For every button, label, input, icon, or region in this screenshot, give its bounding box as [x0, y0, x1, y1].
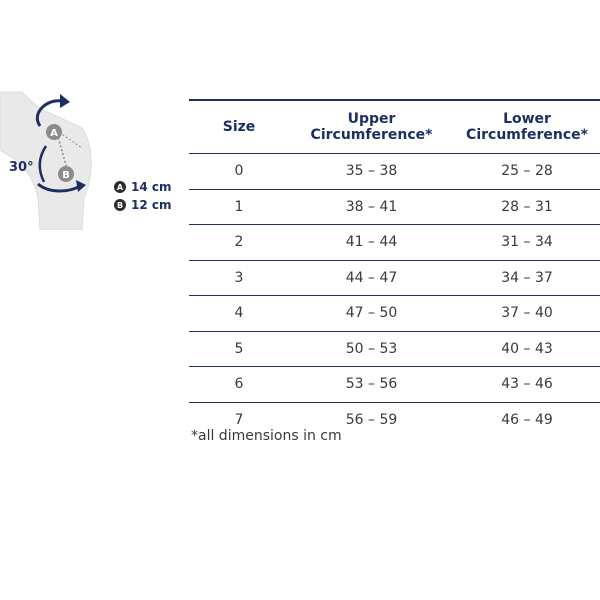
- upper-arrow-head: [60, 94, 70, 108]
- legend-text-b: 12 cm: [131, 198, 172, 212]
- lower-cell: 40 – 43: [501, 340, 553, 357]
- upper-cell: 53 – 56: [345, 376, 398, 393]
- measurement-legend: [114, 178, 172, 214]
- header-upper-circumference: Upper Circumference*: [310, 110, 433, 143]
- footnote: *all dimensions in cm: [191, 428, 342, 444]
- lower-cell: 37 – 40: [501, 305, 553, 322]
- upper-cell: 56 – 59: [345, 411, 398, 428]
- upper-cell: 35 – 38: [345, 163, 398, 180]
- legend-item-a: [114, 178, 172, 196]
- legend-text-a: 14 cm: [131, 180, 172, 194]
- size-cell: 0: [234, 163, 244, 180]
- size-cell: 6: [234, 376, 244, 393]
- table-row: [189, 296, 600, 332]
- upper-cell: 50 – 53: [345, 340, 398, 357]
- table-row: [189, 367, 600, 403]
- lower-cell: 28 – 31: [501, 198, 553, 215]
- legend-badge-a: A: [114, 181, 126, 193]
- size-cell: 7: [234, 411, 244, 428]
- header-lower-circumference: Lower Circumference*: [466, 110, 588, 143]
- upper-cell: 44 – 47: [345, 269, 398, 286]
- table-row: [189, 332, 600, 368]
- upper-cell: 41 – 44: [345, 234, 398, 251]
- upper-cell: 38 – 41: [345, 198, 398, 215]
- knee-measurement-diagram: [0, 80, 190, 230]
- header-size: Size: [222, 118, 256, 135]
- table-row: [189, 190, 600, 226]
- size-cell: 5: [234, 340, 244, 357]
- table-row: [189, 225, 600, 261]
- legend-badge-b: B: [114, 199, 126, 211]
- size-table: [189, 99, 600, 437]
- table-row: [189, 261, 600, 297]
- lower-cell: 46 – 49: [501, 411, 553, 428]
- size-cell: 3: [234, 269, 244, 286]
- size-cell: 1: [234, 198, 244, 215]
- lower-cell: 25 – 28: [501, 163, 553, 180]
- legend-item-b: [114, 196, 172, 214]
- lower-cell: 31 – 34: [501, 234, 553, 251]
- point-a-label: A: [50, 128, 58, 139]
- size-cell: 2: [234, 234, 244, 251]
- table-header: [189, 101, 600, 154]
- angle-label: 30°: [9, 160, 34, 175]
- lower-cell: 34 – 37: [501, 269, 553, 286]
- lower-cell: 43 – 46: [501, 376, 553, 393]
- size-cell: 4: [234, 305, 244, 322]
- point-b-label: B: [62, 170, 70, 181]
- table-row: [189, 154, 600, 190]
- upper-cell: 47 – 50: [345, 305, 398, 322]
